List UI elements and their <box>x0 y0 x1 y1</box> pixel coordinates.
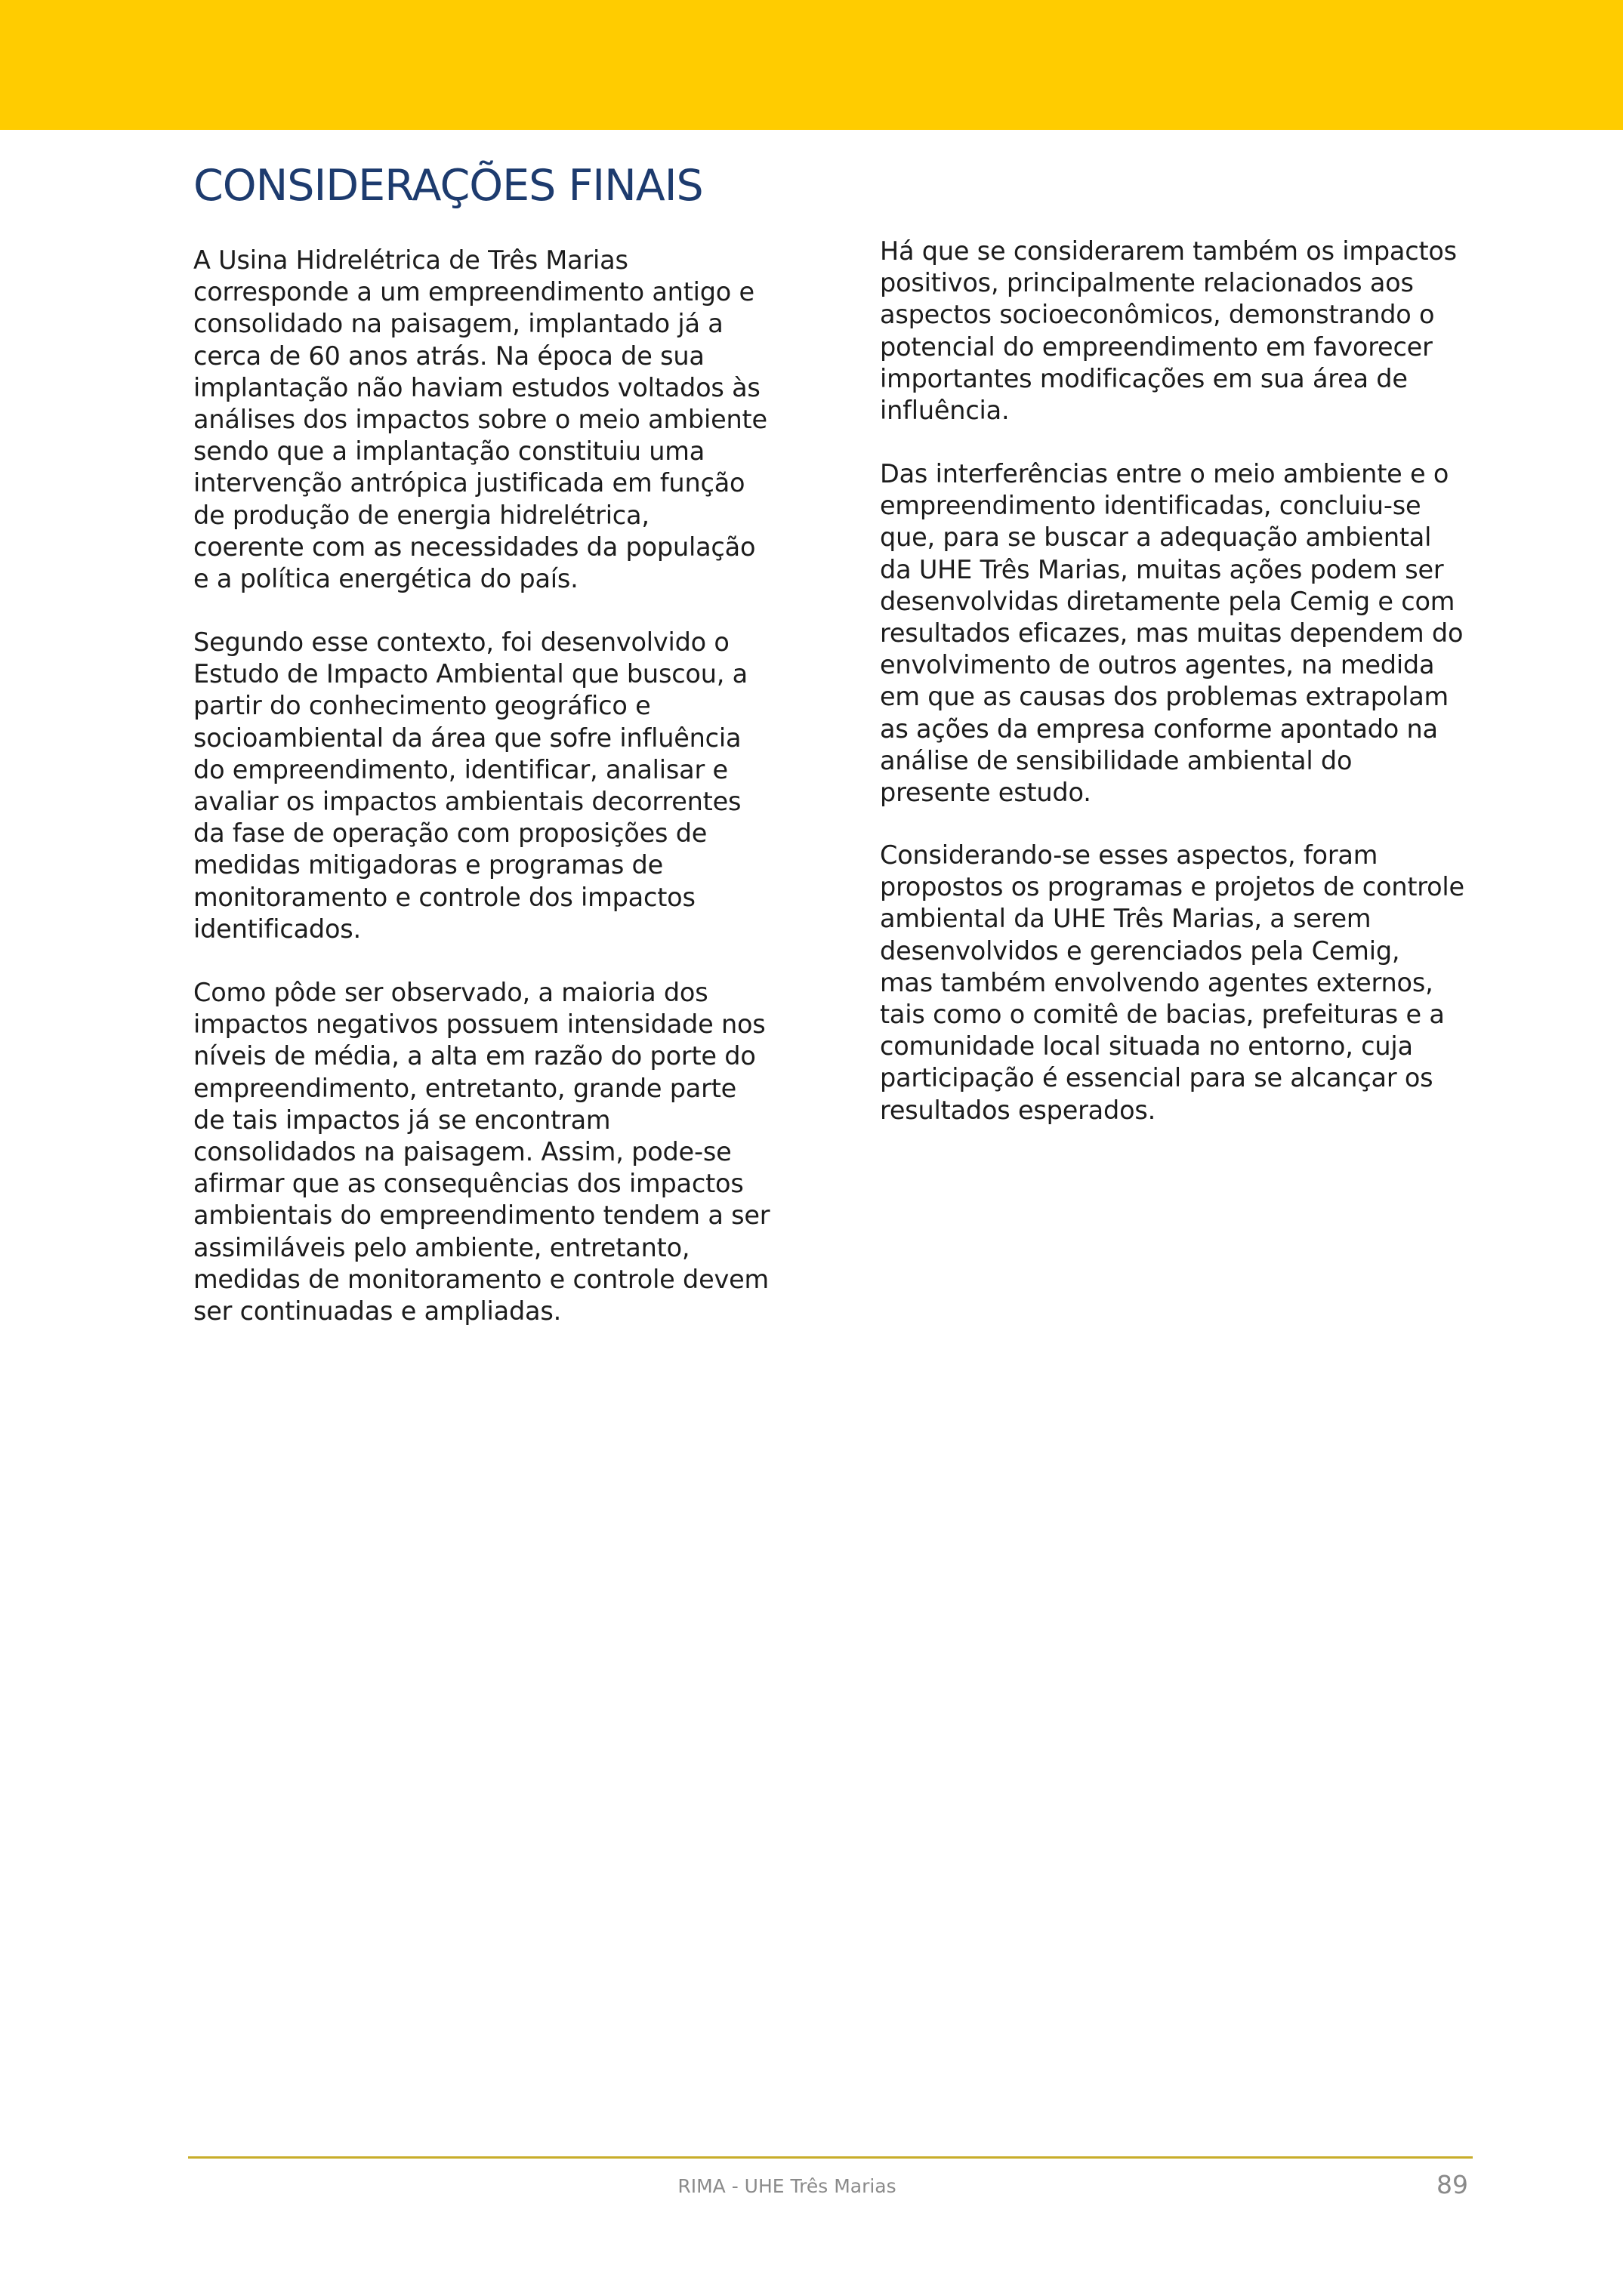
paragraph: Segundo esse contexto, foi desenvolvido o Estudo de Impacto Ambiental que buscou, a partir do conhecimento geográfico e socioambiental da área que sofre influência do empreendimento, identificar, analisar e avaliar os impactos ambientais decorrentes da fase de operação com proposições de medidas mitigadoras e programas de monitoramento e controle dos impactos identificados. <box>193 627 748 944</box>
footer-document-name: RIMA - UHE Três Marias <box>677 2175 896 2197</box>
page-number: 89 <box>1436 2170 1468 2199</box>
footer-divider <box>188 2156 1473 2159</box>
paragraph: Há que se considerarem também os impactos positivos, principalmente relacionados aos aspectos socioeconômicos, demonstrando o potencial do empreendimento em favorecer importantes modificações em sua área de influência. <box>880 236 1457 426</box>
paragraph: Considerando-se esses aspectos, foram propostos os programas e projetos de controle ambiental da UHE Três Marias, a serem desenvolvidos e gerenciados pela Cemig, mas também envolvendo agentes externos, tais como o comitê de bacias, prefeituras e a comunidade local situada no entorno, cuja participação é essencial para se alcançar os resultados esperados. <box>880 840 1464 1125</box>
paragraph: Das interferências entre o meio ambiente e o empreendimento identificadas, concluiu-se que, para se buscar a adequação ambiental da UHE Três Marias, muitas ações podem ser desenvolvidas diretamente pela Cemig e com resultados eficazes, mas muitas dependem do envolvimento de outros agentes, na medida em que as causas dos problemas extrapolam as ações da empresa conforme apontado na análise de sensibilidade ambiental do presente estudo. <box>880 459 1464 808</box>
paragraph: A Usina Hidrelétrica de Três Marias corresponde a um empreendimento antigo e consolidado na paisagem, implantado já a cerca de 60 anos atrás. Na época de sua implantação não haviam estudos voltados às análises dos impactos sobre o meio ambiente sendo que a implantação constituiu uma intervenção antrópica justificada em função de produção de energia hidrelétrica, coerente com as necessidades da população e a política energética do país. <box>193 245 767 594</box>
paragraph: Como pôde ser observado, a maioria dos impactos negativos possuem intensidade nos níveis de média, a alta em razão do porte do empreendimento, entretanto, grande parte de tais impactos já se encontram consolidados na paisagem. Assim, pode-se afirmar que as consequências dos impactos ambientais do empreendimento tendem a ser assimiláveis pelo ambiente, entretanto, medidas de monitoramento e controle devem ser continuadas e ampliadas. <box>193 978 770 1327</box>
page-title: CONSIDERAÇÕES FINAIS <box>193 161 703 211</box>
header-band <box>0 0 1623 130</box>
